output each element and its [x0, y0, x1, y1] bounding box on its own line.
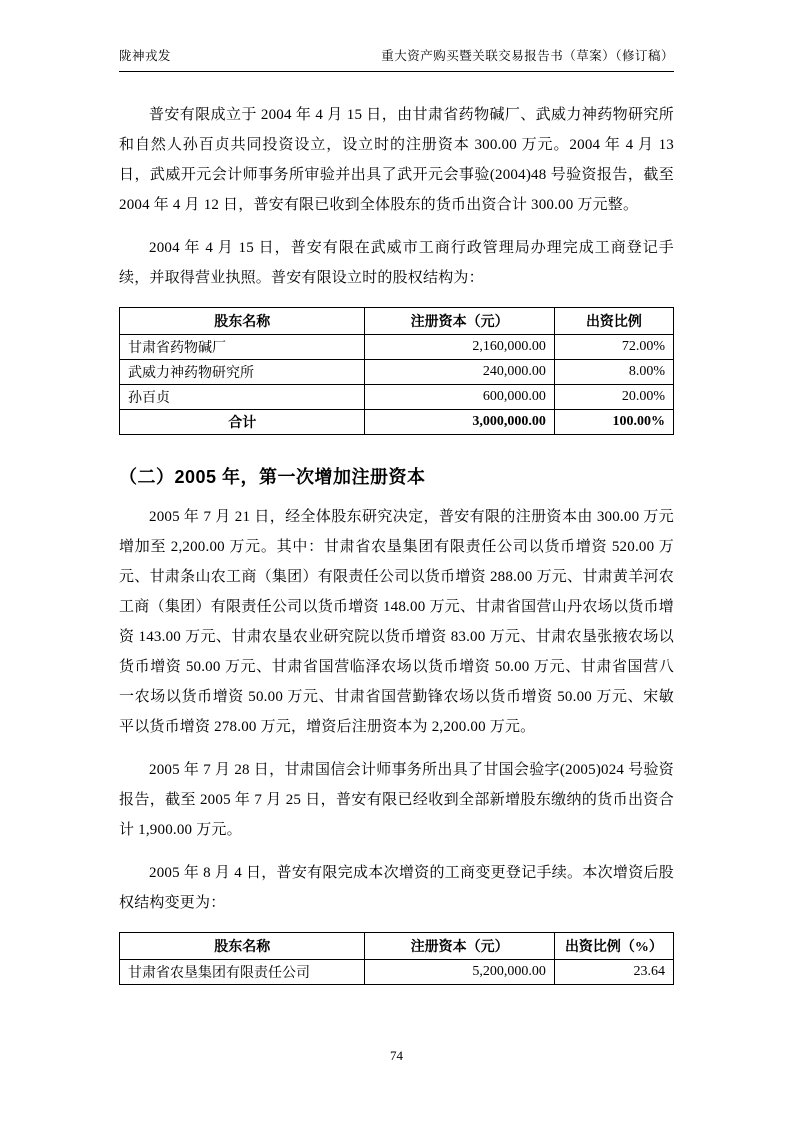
capital-cell: 600,000.00	[365, 385, 554, 410]
total-label-cell: 合计	[120, 410, 365, 435]
page-number: 74	[390, 1048, 403, 1063]
section-heading-first-capital-increase: （二）2005 年，第一次增加注册资本	[119, 467, 426, 487]
paragraph-establishment: 普安有限成立于 2004 年 4 月 15 日，由甘肃省药物碱厂、武威力神药物研究所和自然人孙百贞共同投资设立，设立时的注册资本 300.00 万元。2004 年 4 月 13 日，武威开元会计师事务所审验并出具了武开元会事验(2004)48 号验资报告，截至 2004 年 4 月 12 日，普安有限已收到全体股东的货币出资合计 300.00 万元整。	[119, 107, 674, 213]
table-header-row	[120, 933, 674, 960]
capital-cell: 240,000.00	[365, 360, 554, 385]
header-company-name: 陇神戎发	[119, 49, 172, 63]
paragraph-capital-verification: 2005 年 7 月 28 日，甘肃国信会计师事务所出具了甘国会验字(2005)024 号验资报告，截至 2005 年 7 月 25 日，普安有限已经收到全部新增股东缴纳的货币出资合计 1,900.00 万元。	[119, 762, 674, 838]
shareholder-name-cell: 孙百贞	[120, 385, 365, 410]
table-row	[120, 960, 674, 985]
ratio-cell: 20.00%	[554, 385, 673, 410]
capital-cell: 5,200,000.00	[365, 960, 554, 985]
shareholder-name-cell: 武威力神药物研究所	[120, 360, 365, 385]
ratio-cell: 72.00%	[554, 335, 673, 360]
total-ratio-cell: 100.00%	[554, 410, 673, 435]
paragraph-capital-increase-detail: 2005 年 7 月 21 日，经全体股东研究决定，普安有限的注册资本由 300.00 万元增加至 2,200.00 万元。其中：甘肃省农垦集团有限责任公司以货币增资 520.00 万元、甘肃条山农工商（集团）有限责任公司以货币增资 288.00 万元、甘肃黄羊河农工商（集团）有限责任公司以货币增资 148.00 万元、甘肃省国营山丹农场以货币增资 143.00 万元、甘肃农垦农业研究院以货币增资 83.00 万元、甘肃农垦张掖农场以货币增资 50.00 万元、甘肃省国营临泽农场以货币增资 50.00 万元、甘肃省国营八一农场以货币增资 50.00 万元、甘肃省国营勤锋农场以货币增资 50.00 万元、宋敏平以货币增资 278.00 万元，增资后注册资本为 2,200.00 万元。	[119, 509, 674, 735]
column-header-shareholder-name: 股东名称	[120, 308, 365, 335]
shareholder-name-cell: 甘肃省药物碱厂	[120, 335, 365, 360]
paragraph-registration-change: 2005 年 8 月 4 日，普安有限完成本次增资的工商变更登记手续。本次增资后股权结构变更为：	[119, 865, 674, 911]
column-header-contribution-ratio: 出资比例	[554, 308, 673, 335]
column-header-registered-capital: 注册资本（元）	[365, 933, 554, 960]
table-row	[120, 385, 674, 410]
table-header-row	[120, 308, 674, 335]
column-header-registered-capital: 注册资本（元）	[365, 308, 554, 335]
header-report-title: 重大资产购买暨关联交易报告书（草案）（修订稿）	[381, 49, 674, 63]
ratio-cell: 23.64	[554, 960, 673, 985]
capital-cell: 2,160,000.00	[365, 335, 554, 360]
page-header	[119, 46, 674, 72]
table-row	[120, 335, 674, 360]
shareholder-structure-table-after-increase	[119, 932, 674, 985]
table-total-row	[120, 410, 674, 435]
total-capital-cell: 3,000,000.00	[365, 410, 554, 435]
shareholder-name-cell: 甘肃省农垦集团有限责任公司	[120, 960, 365, 985]
column-header-shareholder-name: 股东名称	[120, 933, 365, 960]
table-row	[120, 360, 674, 385]
column-header-contribution-ratio: 出资比例（%）	[554, 933, 673, 960]
shareholder-structure-table-initial	[119, 307, 674, 435]
ratio-cell: 8.00%	[554, 360, 673, 385]
paragraph-registration: 2004 年 4 月 15 日，普安有限在武威市工商行政管理局办理完成工商登记手续，并取得营业执照。普安有限设立时的股权结构为：	[119, 240, 674, 286]
